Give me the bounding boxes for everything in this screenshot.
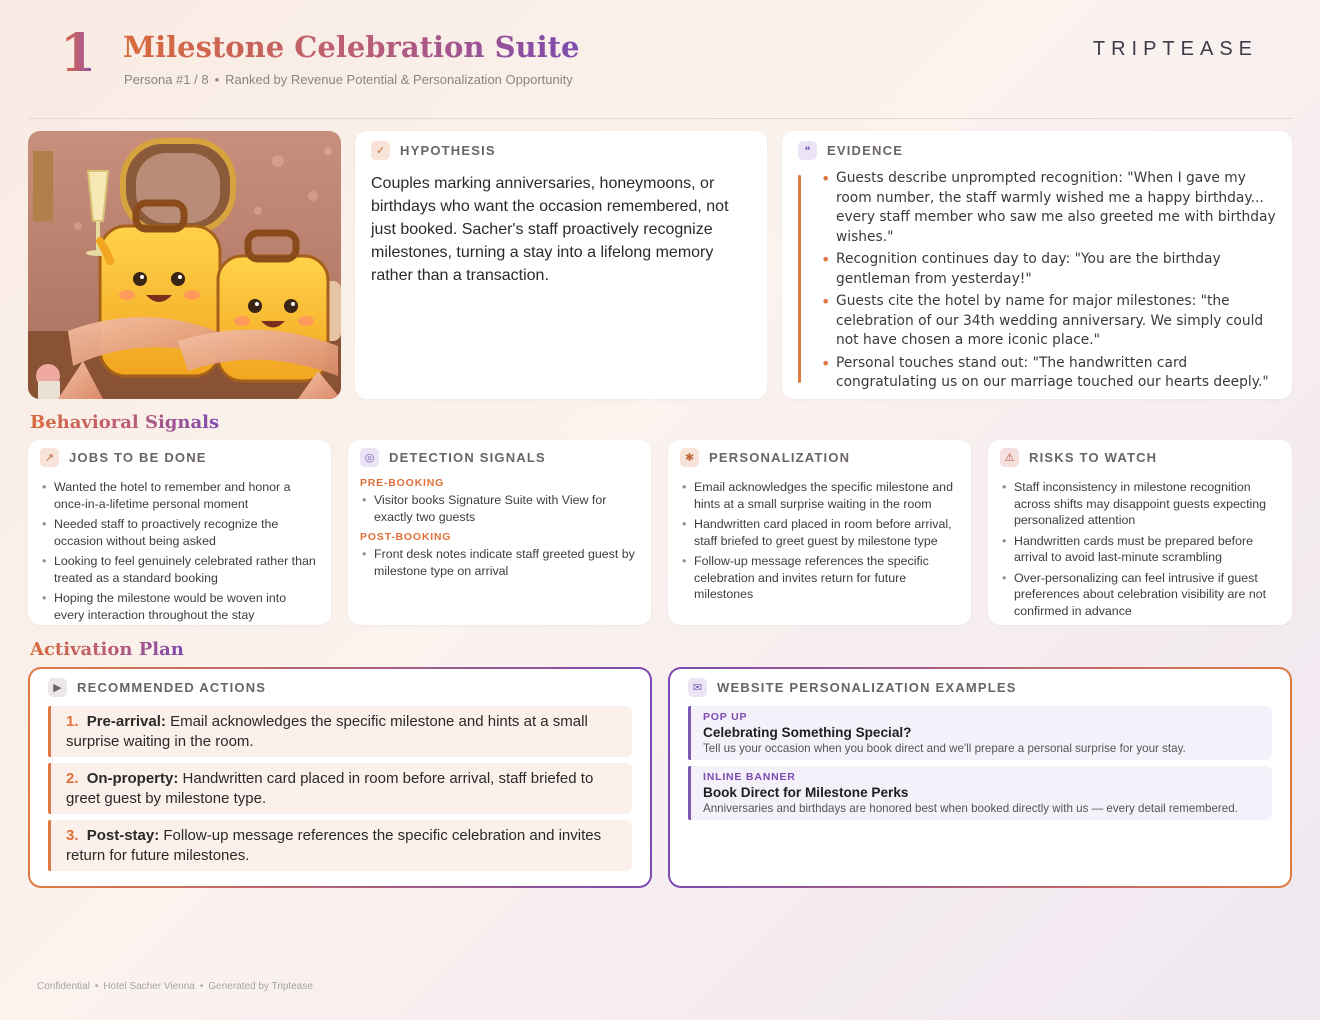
hypothesis-text: Couples marking anniversaries, honeymoons, or birthdays who want the occasion remembered, not just booked. Sacher's staff proactively recognize milestones, turning a stay into a lifelong memory rather than a transaction. [371,175,729,284]
actions-label: RECOMMENDED ACTIONS [77,680,267,695]
example-type: POP UP [703,711,748,723]
evidence-item: • Recognition continues day to day: "You are the birthday gentleman from yesterday!" [820,250,1276,289]
arrow-up-right-icon: ↗ [40,448,59,467]
evidence-header [798,141,1276,160]
asterisk-icon: ✱ [680,448,699,467]
action-text: Email acknowledges the specific milestone and hints at a small surprise waiting in the room. [66,713,588,750]
example-body: Anniversaries and birthdays are honored best when booked directly with us — every detail remembered. [703,802,1238,815]
action-number: 3. [66,827,79,844]
quote-icon: ❝ [798,141,817,160]
mail-icon: ✉ [688,678,707,697]
website-header [688,678,1272,697]
action-stage: Pre-arrival: [86,713,166,730]
example-title: Celebrating Something Special? [703,725,912,740]
detection-header [360,448,639,467]
action-text: Handwritten card placed in room before arrival, staff briefed to greet guest by milestone type. [66,770,594,807]
risks-list [1000,479,1280,619]
example-body: Tell us your occasion when you book direct and we'll prepare a personal surprise for your stay. [703,742,1186,755]
separator-dot: • [199,981,204,992]
persona-illustration [28,131,341,399]
list-item: • Hoping the milestone would be woven into every interaction throughout the stay [40,590,319,623]
footer-hotel: Hotel Sacher Vienna [103,981,195,992]
page-footer [37,981,313,992]
post-booking-list [360,546,639,579]
footer-generated: Generated by Triptease [208,981,313,992]
page-subtitle [124,72,573,87]
jobs-card [28,440,331,625]
post-booking-label: POST-BOOKING [360,531,452,543]
list-item: • Email acknowledges the specific milestone and hints at a small surprise waiting in the room [680,479,959,512]
example-title: Book Direct for Milestone Perks [703,785,909,800]
evidence-card [782,131,1292,399]
jobs-label: JOBS TO BE DONE [69,450,207,465]
brand-logo: TRIPTEASE [1092,38,1258,60]
page-header [0,0,1320,120]
list-item: • Needed staff to proactively recognize the occasion without being asked [40,516,319,549]
persona-index: Persona #1 / 8 [124,72,209,87]
action-stage: On-property: [86,770,179,787]
evidence-item: • Guests describe unprompted recognition: "When I gave my room number, the staff warmly wished me a happy birthday... every staff member who saw me also greeted me with birthday wishes." [820,169,1276,247]
page-title: Milestone Celebration Suite [123,30,580,64]
list-item: • Front desk notes indicate staff greeted guest by milestone type on arrival [360,546,639,579]
example-inline-banner [688,766,1272,820]
risks-card [988,440,1292,625]
list-item: • Staff inconsistency in milestone recognition across shifts may disappoint guests expecting personalized attention [1000,479,1280,529]
list-item: • Visitor books Signature Suite with View for exactly two guests [360,492,639,525]
list-item: • Follow-up message references the specific celebration and invites return for future milestones [680,553,959,603]
action-item [48,763,632,814]
risks-header [1000,448,1280,467]
personalization-label: PERSONALIZATION [709,450,851,465]
personalization-header [680,448,959,467]
actions-header [48,678,632,697]
recommended-actions-card [28,667,652,888]
ranking-note: Ranked by Revenue Potential & Personalization Opportunity [225,72,573,87]
activation-plan-title: Activation Plan [30,639,184,660]
recommended-actions-inner [30,669,650,886]
separator-dot: • [214,72,220,87]
website-examples-list [688,706,1272,820]
detection-card [348,440,651,625]
jobs-list [40,479,319,623]
risks-label: RISKS TO WATCH [1029,450,1158,465]
evidence-body [798,169,1276,393]
evidence-item: • Personal touches stand out: "The handwritten card congratulating us on our marriage touched our hearts deeply." [820,354,1276,393]
suitcases-illustration [28,131,341,399]
evidence-label: EVIDENCE [827,143,904,158]
list-item: • Over-personalizing can feel intrusive if guest preferences about celebration visibility are not confirmed in advance [1000,570,1280,620]
evidence-list [820,169,1276,393]
action-number: 2. [66,770,79,787]
personalization-card [668,440,971,625]
website-examples-card [668,667,1292,888]
action-text: Follow-up message references the specific celebration and invites return for future milestones. [66,827,602,864]
website-examples-inner [670,669,1290,886]
list-item: • Wanted the hotel to remember and honor a once-in-a-lifetime personal moment [40,479,319,512]
action-item [48,706,632,757]
jobs-header [40,448,319,467]
play-icon: ▶ [48,678,67,697]
pre-booking-list [360,492,639,525]
actions-list [48,706,632,871]
check-icon: ✓ [371,141,390,160]
warning-icon: ⚠ [1000,448,1019,467]
example-type: INLINE BANNER [703,771,796,783]
hypothesis-card [355,131,767,399]
target-icon: ◎ [360,448,379,467]
persona-number: 1 [60,23,97,84]
behavioral-signals-title: Behavioral Signals [30,412,220,433]
list-item: • Looking to feel genuinely celebrated rather than treated as a standard booking [40,553,319,586]
list-item: • Handwritten card placed in room before arrival, staff briefed to greet guest by milestone type [680,516,959,549]
website-label: WEBSITE PERSONALIZATION EXAMPLES [717,680,1017,695]
evidence-item: • Guests cite the hotel by name for major milestones: "the celebration of our 34th wedding anniversary. We simply could not have chosen a more iconic place." [820,292,1276,351]
action-number: 1. [66,713,79,730]
action-item [48,820,632,871]
example-popup [688,706,1272,760]
list-item: • Handwritten cards must be prepared before arrival to avoid last-minute scrambling [1000,533,1280,566]
personalization-list [680,479,959,603]
detection-label: DETECTION SIGNALS [389,450,546,465]
hypothesis-label: HYPOTHESIS [400,143,496,158]
pre-booking-label: PRE-BOOKING [360,477,445,489]
hypothesis-header [371,141,751,160]
footer-confidential: Confidential [37,981,90,992]
header-divider [28,118,1293,119]
action-stage: Post-stay: [86,827,160,844]
separator-dot: • [94,981,99,992]
